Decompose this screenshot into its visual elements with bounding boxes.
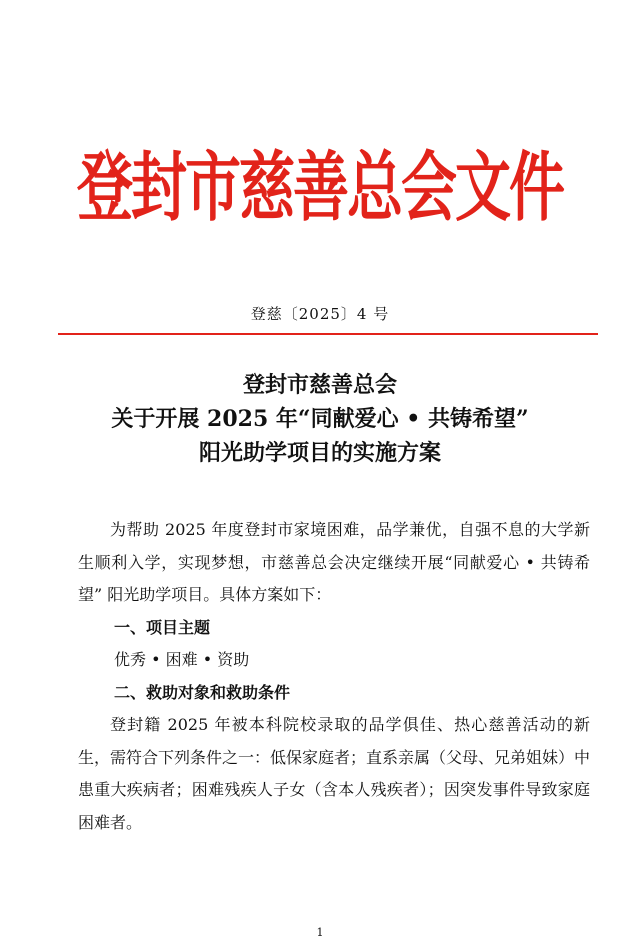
- title-line-2: 关于开展 2025 年“同献爱心 • 共铸希望”: [111, 406, 529, 432]
- document-header-title: 登封市慈善总会文件: [77, 143, 563, 233]
- section-2-heading: 二、救助对象和救助条件: [114, 682, 291, 702]
- red-divider-line: [58, 333, 598, 335]
- title-line-1: 登封市慈善总会: [242, 372, 397, 398]
- page-number: 1: [316, 926, 324, 939]
- section-1-text: 优秀 • 困难 • 资助: [114, 650, 250, 669]
- section-2-paragraph: 登封籍 2025 年被本科院校录取的品学俱佳、热心慈善活动的新生，需符合下列条件之一：低保家庭者；直系亲属（父母、兄弟姐妹）中患重大疾病者；困难残疾人子女（含本人残疾者）；因突发事件导致家庭困难者。: [78, 715, 591, 832]
- intro-paragraph: 为帮助 2025 年度登封市家境困难，品学兼优，自强不息的大学新生顺利入学，实现梦想，市慈善总会决定继续开展“同献爱心 • 共铸希望” 阳光助学项目。具体方案如下：: [78, 520, 590, 604]
- title-line-3: 阳光助学项目的实施方案: [198, 440, 441, 466]
- document-title: [0, 368, 640, 470]
- section-1-heading: 一、项目主题: [114, 617, 211, 637]
- document-number: 登慈〔2025〕4 号: [250, 305, 390, 323]
- document-body: [78, 514, 590, 839]
